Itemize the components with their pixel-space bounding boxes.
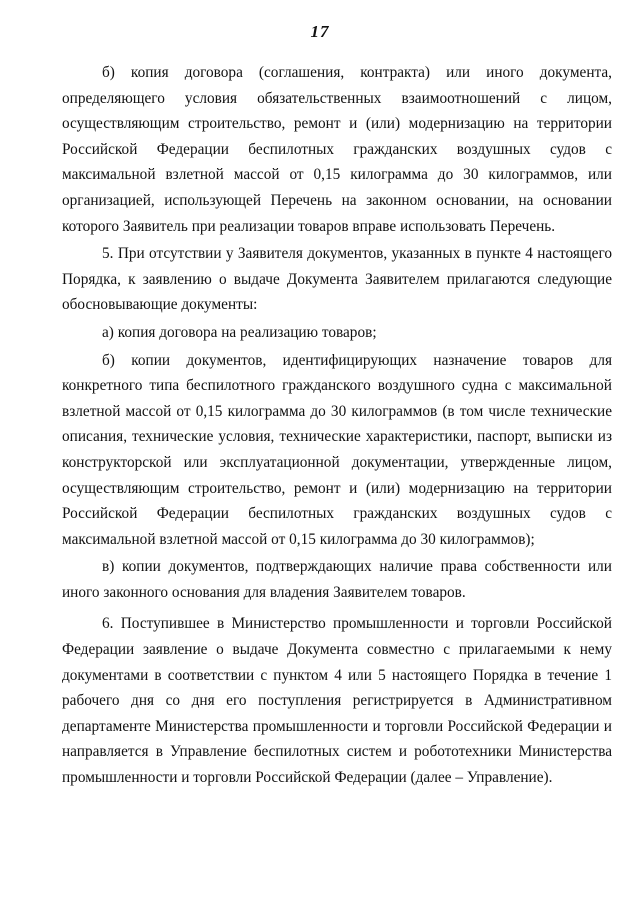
paragraph-item-b-copies: б) копии документов, идентифицирующих назначение товаров для конкретного типа беспилотного гражданского воздушного судна с максимальной взлетной массой от 0,15 килограмма до 30 килограммов (в том числе технические описания, технические условия, технические характеристики, паспорт, выписки из конструкторской или эксплуатационной документации, утвержденные лицом, осуществляющим строительство, ремонт и (или) модернизацию на территории Российской Федерации беспилотных гражданских воздушных судов с максимальной взлетной массой от 0,15 килограмма до 30 килограммов); — [62, 351, 612, 548]
paragraph-6: 6. Поступившее в Министерство промышленности и торговли Российской Федерации заявление о выдаче Документа совместно с прилагаемыми к нему документами в соответствии с пунктом 4 или 5 настоящего Порядка в течение 1 рабочего дня со дня его поступления регистрируется в Административном департаменте Министерства промышленности и торговли Российской Федерации и направляется в Управление беспилотных систем и робототехники Министерства промышленности и торговли Российской Федерации (далее – Управление). — [62, 615, 612, 787]
paragraph-item-b-contract: б) копия договора (соглашения, контракта) или иного документа, определяющего условия обязательственных взаимоотношений с лицом, осуществляющим строительство, ремонт и (или) модернизацию на территории Российской Федерации беспилотных гражданских воздушных судов с максимальной взлетной массой от 0,15 килограмма до 30 килограммов, или организацией, использующей Перечень на законном основании, на основании которого Заявитель при реализации товаров вправе использовать Перечень. — [62, 64, 612, 235]
page-number: 17 — [310, 22, 330, 41]
document-body — [62, 60, 612, 791]
paragraph-5: 5. При отсутствии у Заявителя документов, указанных в пункте 4 настоящего Порядка, к заявлению о выдаче Документа Заявителем прилагаются следующие обосновывающие документы: — [62, 245, 612, 314]
paragraph-item-a: а) копия договора на реализацию товаров; — [102, 323, 377, 341]
paragraph-item-v: в) копии документов, подтверждающих наличие права собственности или иного законного основания для владения Заявителем товаров. — [62, 558, 612, 601]
